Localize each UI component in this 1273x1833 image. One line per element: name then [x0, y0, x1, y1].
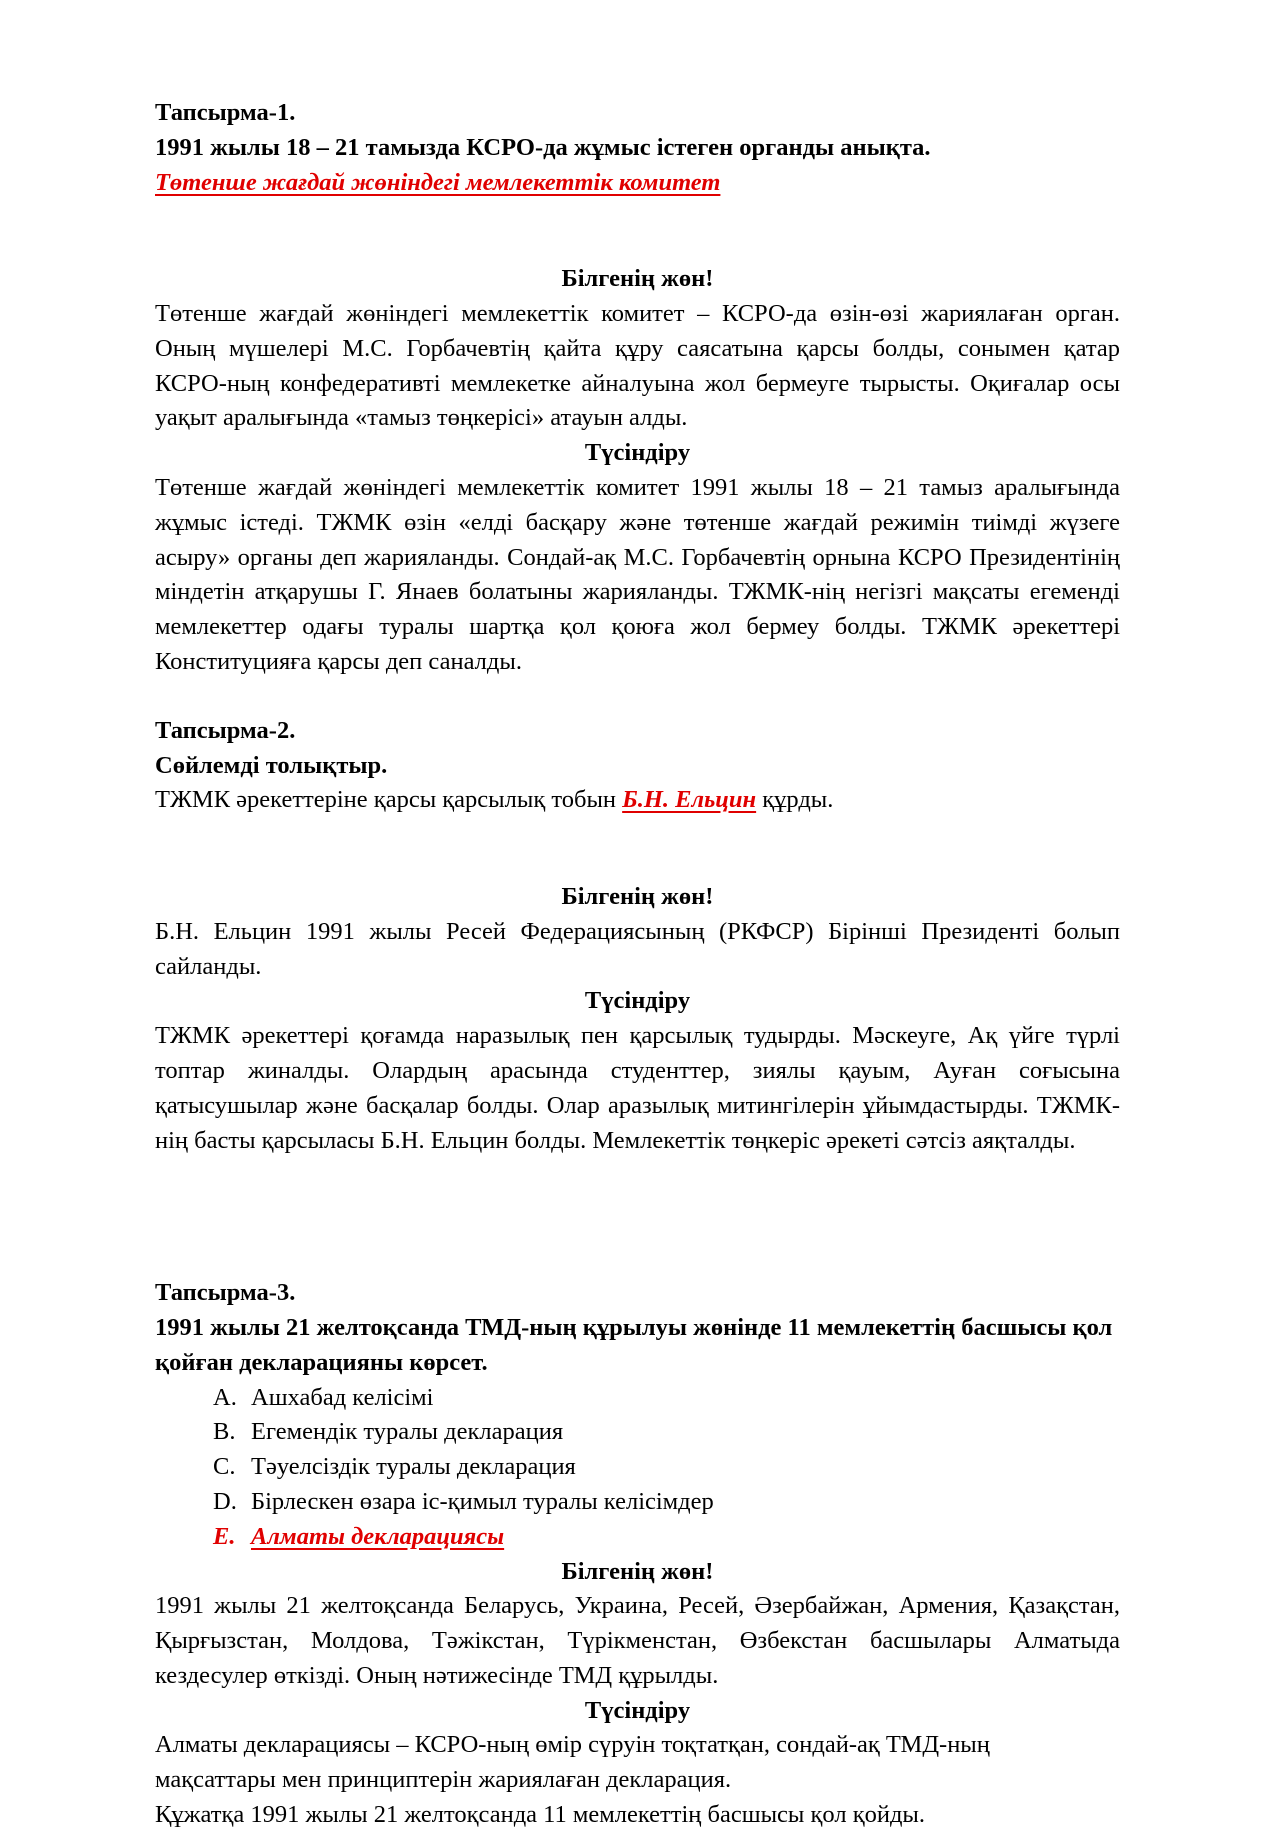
task-3-title: Тапсырма-3.: [155, 1279, 296, 1307]
task-3-explain-line-1: Алматы декларациясы – КСРО-ның өмір сүруін тоқтатқан, сондай-ақ ТМД-ның: [155, 1731, 990, 1759]
spacer: [155, 1158, 1120, 1276]
option-text-a: Ашхабад келісімі: [251, 1383, 434, 1411]
task-2-block: [155, 714, 1120, 1159]
task-1-block: [155, 96, 1120, 680]
task-2-title: Тапсырма-2.: [155, 716, 296, 744]
option-letter-d: D.: [213, 1488, 237, 1515]
task-3-explain-line-2: мақсаттары мен принциптерін жариялаған декларация.: [155, 1766, 732, 1794]
task-1-title: Тапсырма-1.: [155, 99, 296, 126]
option-text-c: Тәуелсіздік туралы декларация: [251, 1453, 576, 1481]
task-2-sentence-after: құрды.: [756, 786, 834, 814]
task-3-know-text: 1991 жылы 21 желтоқсанда Беларусь, Украина, Ресей, Әзербайжан, Армения, Қазақстан, Қырғызстан, Молдова, Тәжікстан, Түрікменстан, Өзбекстан басшылары Алматыда кездесулер өткізді. Оның нәтижесінде ТМД құрылды.: [155, 1592, 1120, 1689]
task-3-options-list: [155, 1381, 1120, 1555]
task-2-answer: Б.Н. Ельцин: [622, 786, 757, 814]
option-text-d: Бірлескен өзара іс-қимыл туралы келісімдер: [251, 1488, 714, 1515]
task-3-block: [155, 1276, 1120, 1833]
task-1-explain-text: Төтенше жағдай жөніндегі мемлекеттік комитет 1991 жылы 18 – 21 тамыз аралығында жұмыс істеді. ТЖМК өзін «елді басқару және төтенше жағдай режимін тиімді жүзеге асыру» органы деп жарияланды. Сондай-ақ М.С. Горбачевтің орнына КСРО Президентінің міндетін атқарушы Г. Янаев болатыны жарияланды. ТЖМК-нің негізгі мақсаты егеменді мемлекеттер одағы туралы шартқа қол қоюға жол бермеу болды. ТЖМК әрекеттері Конституцияға қарсы деп саналды.: [155, 474, 1120, 675]
task-2-explain-heading: Түсіндіру: [584, 987, 691, 1015]
task-1-know-text: Төтенше жағдай жөніндегі мемлекеттік комитет – КСРО-да өзін-өзі жариялаған орган. Оның мүшелері М.С. Горбачевтің қайта құру саясатына қарсы болды, сонымен қатар КСРО-ның конфедеративті мемлекетке айналуына жол бермеуге тырысты. Оқиғалар осы уақыт аралығында «тамыз төңкерісі» атауын алды.: [155, 300, 1120, 432]
task-3-explain-line-3: Құжатқа 1991 жылы 21 желтоқсанда 11 мемлекеттің басшысы қол қойды.: [155, 1801, 926, 1829]
spacer: [155, 818, 1120, 880]
task-2-know-text: Б.Н. Ельцин 1991 жылы Ресей Федерациясының (РКФСР) Бірінші Президенті болып сайланды.: [155, 917, 1120, 980]
task-1-explain-heading: Түсіндіру: [584, 439, 691, 467]
spacer: [155, 200, 1120, 262]
spacer: [155, 680, 1120, 714]
option-row-d[interactable]: [213, 1485, 1120, 1520]
option-row-e[interactable]: [213, 1520, 1120, 1555]
task-1-answer: Төтенше жағдай жөніндегі мемлекеттік комитет: [155, 168, 721, 196]
option-row-c[interactable]: [213, 1450, 1120, 1485]
task-3-know-heading: Білгенің жөн!: [561, 1557, 714, 1585]
option-letter-c: C.: [213, 1453, 236, 1481]
task-1-question: 1991 жылы 18 – 21 тамызда КСРО-да жұмыс істеген органды анықта.: [155, 133, 931, 161]
option-text-b: Егемендік туралы декларация: [251, 1418, 564, 1446]
option-text-e: Алматы декларациясы: [251, 1522, 505, 1550]
task-2-question: Сөйлемді толықтыр.: [155, 751, 388, 779]
option-row-b[interactable]: [213, 1415, 1120, 1450]
task-2-fill-sentence: [155, 783, 1120, 818]
option-letter-a: A.: [213, 1383, 237, 1411]
task-2-know-heading: Білгенің жөн!: [561, 883, 714, 911]
task-2-sentence-before: ТЖМК әрекеттеріне қарсы қарсылық тобын: [155, 786, 623, 814]
task-2-explain-text: ТЖМК әрекеттері қоғамда наразылық пен қарсылық тудырды. Мәскеуге, Ақ үйге түрлі топтар жиналды. Олардың арасында студенттер, зиялы қауым, Ауған соғысына қатысушылар және басқалар болды. Олар аразылық митингілерін ұйымдастырды. ТЖМК-нің басты қарсыласы Б.Н. Ельцин болды. Мемлекеттік төңкеріс әрекеті сәтсіз аяқталды.: [155, 1022, 1120, 1154]
task-1-know-heading: Білгенің жөн!: [561, 265, 714, 293]
task-3-question: 1991 жылы 21 желтоқсанда ТМД-ның құрылуы жөнінде 11 мемлекеттің басшысы қол қойған декларацияны көрсет.: [155, 1314, 1113, 1376]
option-row-a[interactable]: [213, 1381, 1120, 1416]
task-3-explain-heading: Түсіндіру: [584, 1696, 691, 1724]
option-letter-e: E.: [213, 1522, 236, 1550]
option-letter-b: B.: [213, 1418, 236, 1446]
document-body: [155, 96, 1120, 1833]
